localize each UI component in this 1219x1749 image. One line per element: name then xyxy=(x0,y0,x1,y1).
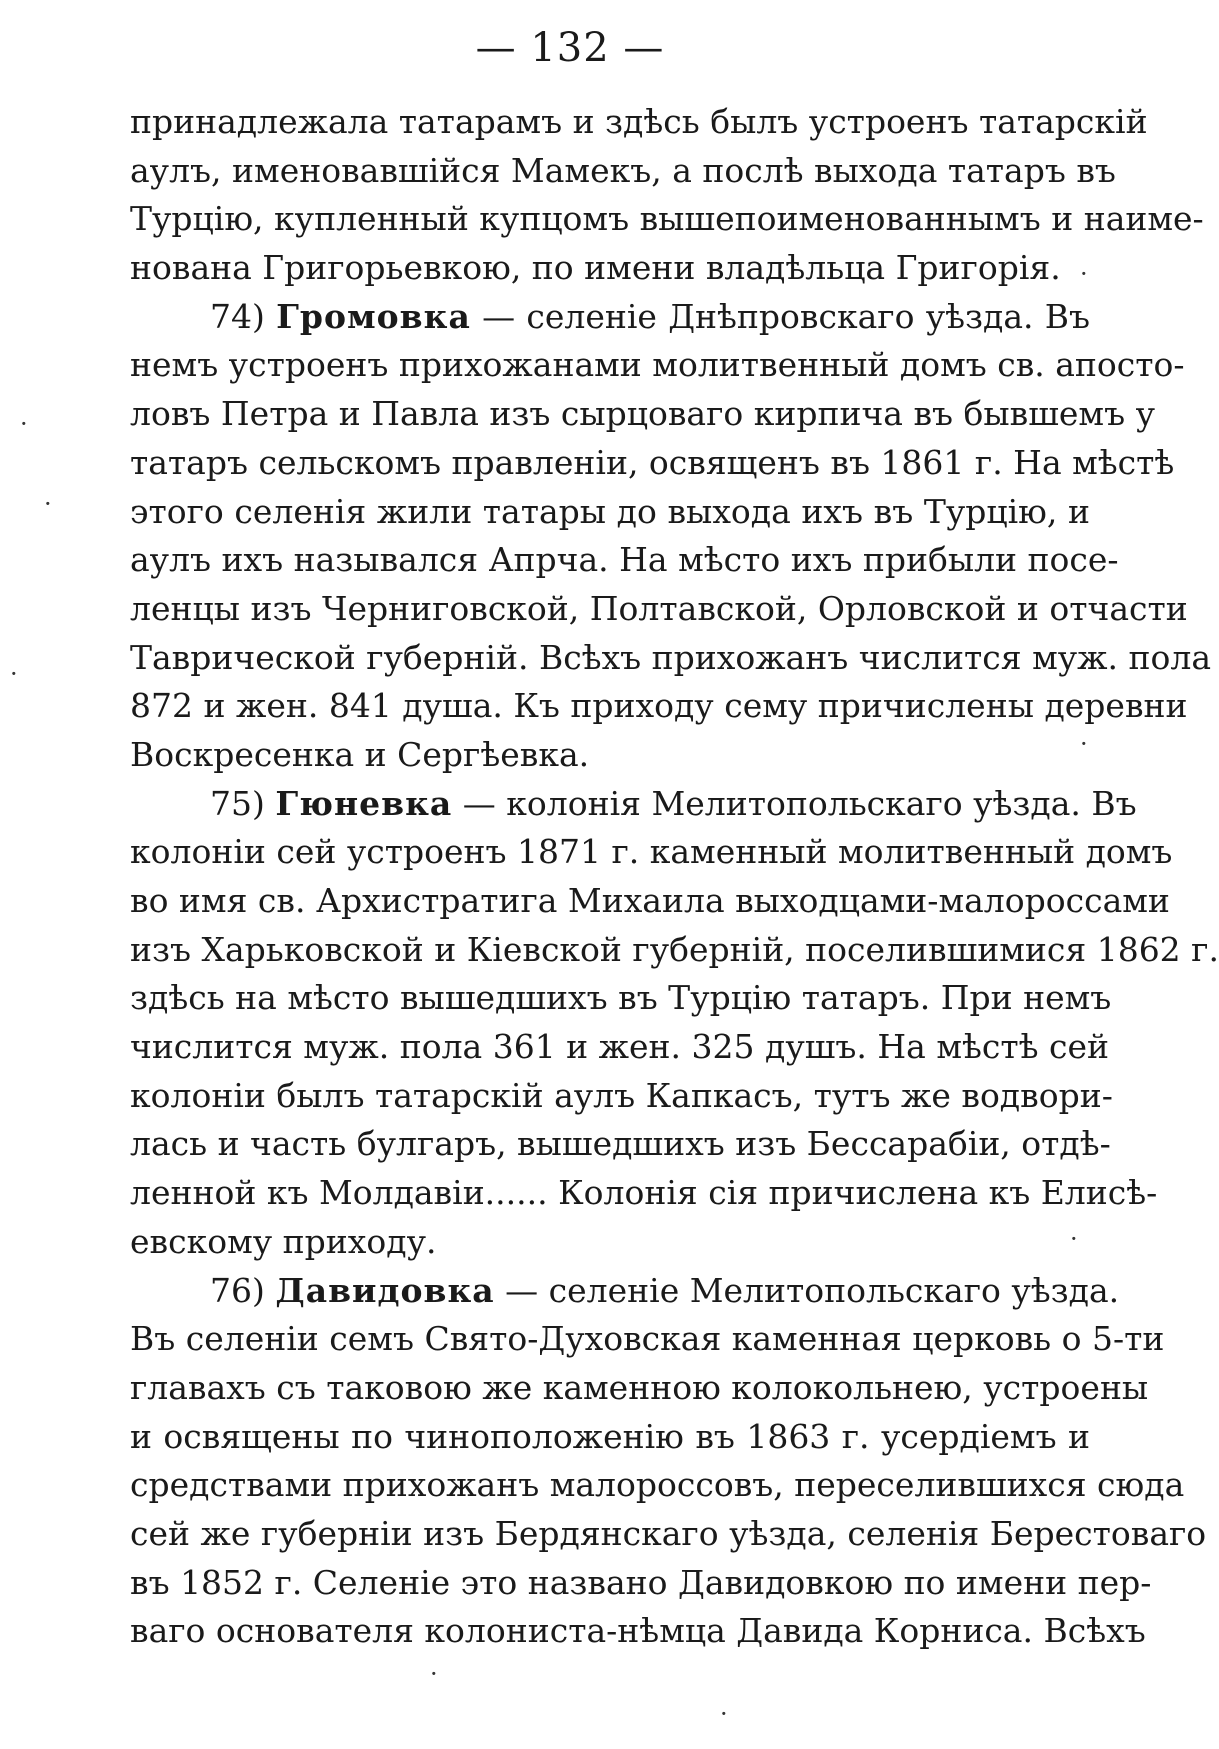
text-line: Воскресенка и Сергѣевка. xyxy=(130,734,590,774)
text-line: колоніи былъ татарскій аулъ Капкасъ, тутъ же водвори- xyxy=(130,1075,1113,1115)
text-line: евскому приходу. xyxy=(130,1221,437,1261)
page-number: — 132 — xyxy=(475,25,665,71)
entry-name: Громовка xyxy=(276,296,471,336)
text-line: числится муж. пола 361 и жен. 325 душъ. На мѣстѣ сей xyxy=(130,1027,1110,1067)
text-line: сей же губерніи изъ Бердянскаго уѣзда, селенія Берестоваго xyxy=(130,1513,1207,1553)
margin-speck: · xyxy=(1070,1225,1078,1253)
text-line: 872 и жен. 841 душа. Къ приходу сему причислены деревни xyxy=(130,686,1188,726)
entry-number: 74) xyxy=(210,296,265,336)
text-line: принадлежала татарамъ и здѣсь былъ устроенъ татарскій xyxy=(130,102,1148,141)
entry-description: — селеніе Днѣпровскаго уѣзда. Въ xyxy=(482,296,1090,336)
entry-description: — колонія Мелитопольскаго уѣзда. Въ xyxy=(462,783,1137,823)
entry-name: Давидовка xyxy=(275,1270,495,1310)
text-line: изъ Харьковской и Кіевской губерній, поселившимися 1862 г. xyxy=(130,929,1219,969)
text-line: татаръ сельскомъ правленіи, освященъ въ 1861 г. На мѣстѣ xyxy=(130,442,1175,482)
text-line: средствами прихожанъ малороссовъ, переселившихся сюда xyxy=(130,1465,1185,1505)
margin-speck: · xyxy=(20,410,28,438)
text-line: ленной къ Молдавіи...... Колонія сія причислена къ Елисѣ- xyxy=(130,1173,1158,1213)
entry-description: — селеніе Мелитопольскаго уѣзда. xyxy=(505,1270,1120,1310)
margin-speck: · xyxy=(430,1660,438,1688)
text-line: здѣсь на мѣсто вышедшихъ въ Турцію татаръ. При немъ xyxy=(130,978,1112,1018)
text-body xyxy=(130,98,1219,1656)
entry-name: Гюневка xyxy=(275,783,453,823)
margin-speck: · xyxy=(1080,260,1088,288)
text-line: ваго основателя колониста-нѣмца Давида Корниса. Всѣхъ xyxy=(130,1611,1146,1651)
margin-speck: · xyxy=(10,660,18,688)
entry-number: 76) xyxy=(210,1270,265,1310)
text-line: аулъ, именовавшійся Мамекъ, а послѣ выхода татаръ въ xyxy=(130,150,1116,190)
text-line: лась и часть булгаръ, вышедшихъ изъ Бессарабіи, отдѣ- xyxy=(130,1124,1111,1164)
text-line: во имя св. Архистратига Михаила выходцами-малороссами xyxy=(130,881,1170,920)
text-line: и освящены по чиноположенію въ 1863 г. усердіемъ и xyxy=(130,1416,1090,1456)
text-line: Турцію, купленный купцомъ вышепоименованнымъ и наиме- xyxy=(130,199,1204,239)
entry-heading-line xyxy=(130,293,1090,342)
text-line: Въ селеніи семъ Свято-Духовская каменная церковь о 5-ти xyxy=(130,1319,1165,1359)
text-line: ленцы изъ Черниговской, Полтавской, Орловской и отчасти xyxy=(130,588,1188,628)
entry-heading-line xyxy=(130,1267,1120,1316)
margin-speck: · xyxy=(720,1700,728,1728)
text-line: нована Григорьевкою, по имени владѣльца Григорія. xyxy=(130,248,1061,288)
text-line: ловъ Петра и Павла изъ сырцоваго кирпича въ бывшемъ у xyxy=(130,394,1155,434)
entry-heading-line xyxy=(130,780,1137,829)
margin-speck: · xyxy=(1080,730,1088,758)
text-line: этого селенія жили татары до выхода ихъ въ Турцію, и xyxy=(130,491,1090,531)
margin-speck: · xyxy=(44,490,52,518)
text-line: колоніи сей устроенъ 1871 г. каменный молитвенный домъ xyxy=(130,832,1173,872)
text-line: аулъ ихъ назывался Апрча. На мѣсто ихъ прибыли посе- xyxy=(130,540,1119,580)
text-line: главахъ съ таковою же каменною колокольнею, устроены xyxy=(130,1367,1149,1407)
text-line: Таврической губерній. Всѣхъ прихожанъ числится муж. пола xyxy=(130,637,1211,677)
text-line: въ 1852 г. Селеніе это названо Давидовкою по имени пер- xyxy=(130,1562,1152,1602)
entry-number: 75) xyxy=(210,783,265,823)
text-line: немъ устроенъ прихожанами молитвенный домъ св. апосто- xyxy=(130,345,1185,385)
